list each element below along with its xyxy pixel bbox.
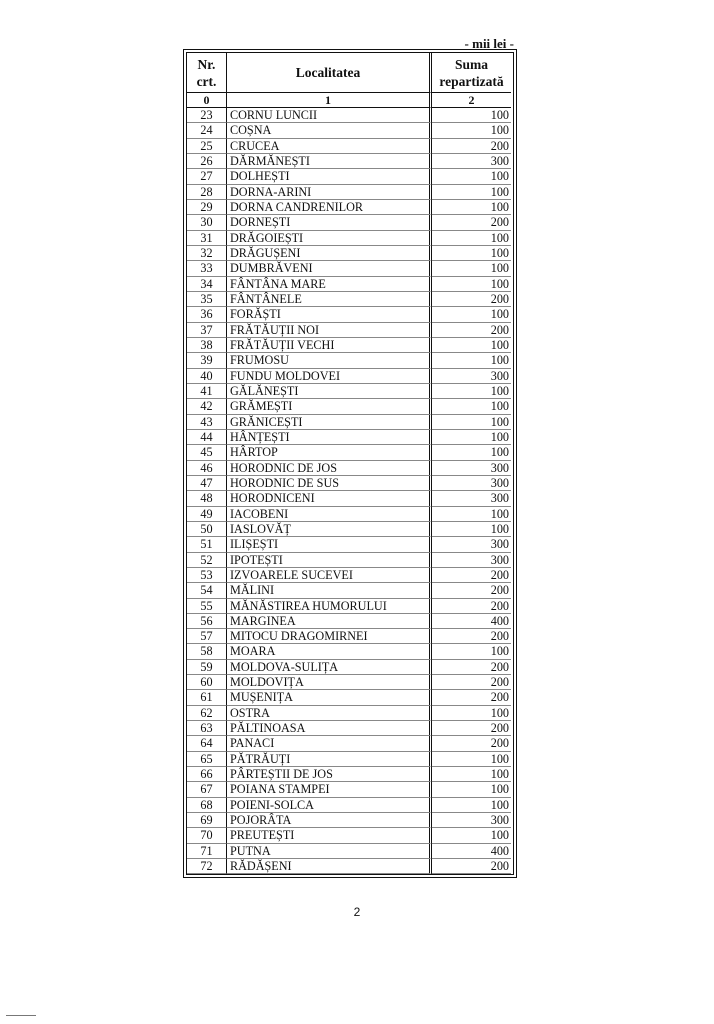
column-number-row [187, 93, 513, 108]
row-amount: 100 [432, 169, 511, 184]
header-nr [187, 53, 227, 93]
header-nr-line2: crt. [196, 73, 217, 89]
row-locality: IASLOVĂȚ [227, 522, 432, 537]
row-number: 44 [187, 430, 227, 445]
row-amount: 300 [432, 491, 511, 506]
row-number: 24 [187, 123, 227, 138]
row-number: 50 [187, 522, 227, 537]
table-header [187, 53, 513, 93]
row-number: 61 [187, 690, 227, 705]
header-localitate-label: Localitatea [295, 65, 361, 80]
row-locality: FRUMOSU [227, 353, 432, 368]
row-amount: 200 [432, 599, 511, 614]
row-amount: 200 [432, 629, 511, 644]
row-amount: 300 [432, 553, 511, 568]
row-number: 28 [187, 185, 227, 200]
row-amount: 100 [432, 338, 511, 353]
row-number: 47 [187, 476, 227, 491]
column-number-2: 2 [432, 93, 511, 108]
row-number: 60 [187, 675, 227, 690]
row-number: 35 [187, 292, 227, 307]
row-amount: 100 [432, 445, 511, 460]
row-number: 39 [187, 353, 227, 368]
row-amount: 200 [432, 292, 511, 307]
row-amount: 400 [432, 614, 511, 629]
table-body [187, 108, 513, 874]
row-amount: 300 [432, 461, 511, 476]
header-suma [432, 53, 511, 93]
row-amount: 100 [432, 752, 511, 767]
row-number: 51 [187, 537, 227, 552]
row-amount: 100 [432, 828, 511, 843]
row-amount: 200 [432, 859, 511, 874]
row-locality: FUNDU MOLDOVEI [227, 369, 432, 384]
row-locality: COȘNA [227, 123, 432, 138]
row-amount: 100 [432, 507, 511, 522]
row-locality: MOARA [227, 644, 432, 659]
row-number: 55 [187, 599, 227, 614]
row-number: 72 [187, 859, 227, 874]
row-locality: IZVOARELE SUCEVEI [227, 568, 432, 583]
row-number: 34 [187, 277, 227, 292]
row-locality: HORODNIC DE JOS [227, 461, 432, 476]
row-locality: MOLDOVA-SULIȚA [227, 660, 432, 675]
row-number: 53 [187, 568, 227, 583]
row-number: 57 [187, 629, 227, 644]
row-locality: RĂDĂȘENI [227, 859, 432, 874]
row-number: 25 [187, 139, 227, 154]
row-number: 48 [187, 491, 227, 506]
row-locality: MĂNĂSTIREA HUMORULUI [227, 599, 432, 614]
row-locality: FÂNTÂNELE [227, 292, 432, 307]
row-locality: DOLHEȘTI [227, 169, 432, 184]
row-number: 40 [187, 369, 227, 384]
row-amount: 100 [432, 706, 511, 721]
footer-line [6, 1015, 36, 1016]
row-amount: 100 [432, 307, 511, 322]
row-amount: 100 [432, 353, 511, 368]
row-locality: DORNEȘTI [227, 215, 432, 230]
row-number: 69 [187, 813, 227, 828]
row-locality: IPOTEȘTI [227, 553, 432, 568]
row-number: 62 [187, 706, 227, 721]
allocation-table [186, 52, 514, 875]
row-locality: POIANA STAMPEI [227, 782, 432, 797]
row-locality: FORĂȘTI [227, 307, 432, 322]
row-locality: DORNA-ARINI [227, 185, 432, 200]
row-number: 27 [187, 169, 227, 184]
row-locality: HÂRTOP [227, 445, 432, 460]
row-locality: CORNU LUNCII [227, 108, 432, 123]
row-locality: GRĂMEȘTI [227, 399, 432, 414]
row-locality: FÂNTÂNA MARE [227, 277, 432, 292]
row-number: 41 [187, 384, 227, 399]
row-amount: 200 [432, 583, 511, 598]
row-number: 65 [187, 752, 227, 767]
row-locality: PREUTEȘTI [227, 828, 432, 843]
row-number: 71 [187, 844, 227, 859]
row-number: 56 [187, 614, 227, 629]
row-locality: HORODNICENI [227, 491, 432, 506]
row-number: 31 [187, 231, 227, 246]
row-number: 29 [187, 200, 227, 215]
row-amount: 200 [432, 215, 511, 230]
row-amount: 300 [432, 369, 511, 384]
row-amount: 300 [432, 154, 511, 169]
row-amount: 100 [432, 108, 511, 123]
header-nr-line1: Nr. [197, 56, 216, 72]
row-number: 70 [187, 828, 227, 843]
row-locality: HÂNȚEȘTI [227, 430, 432, 445]
header-suma-line2: repartizată [439, 73, 504, 89]
row-locality: PUTNA [227, 844, 432, 859]
row-number: 43 [187, 415, 227, 430]
row-locality: PĂLTINOASA [227, 721, 432, 736]
row-locality: MĂLINI [227, 583, 432, 598]
row-locality: DUMBRĂVENI [227, 261, 432, 276]
row-number: 33 [187, 261, 227, 276]
column-number-1: 1 [227, 93, 432, 108]
row-locality: POJORÂTA [227, 813, 432, 828]
row-amount: 100 [432, 246, 511, 261]
row-locality: DORNA CANDRENILOR [227, 200, 432, 215]
row-locality: MITOCU DRAGOMIRNEI [227, 629, 432, 644]
row-amount: 200 [432, 568, 511, 583]
row-amount: 100 [432, 798, 511, 813]
row-locality: DRĂGOIEȘTI [227, 231, 432, 246]
row-amount: 100 [432, 644, 511, 659]
row-locality: HORODNIC DE SUS [227, 476, 432, 491]
row-locality: DRĂGUȘENI [227, 246, 432, 261]
row-locality: CRUCEA [227, 139, 432, 154]
row-amount: 100 [432, 415, 511, 430]
row-number: 54 [187, 583, 227, 598]
row-number: 46 [187, 461, 227, 476]
row-number: 58 [187, 644, 227, 659]
row-amount: 100 [432, 261, 511, 276]
row-number: 37 [187, 323, 227, 338]
row-amount: 100 [432, 200, 511, 215]
row-number: 63 [187, 721, 227, 736]
row-number: 66 [187, 767, 227, 782]
row-number: 38 [187, 338, 227, 353]
row-amount: 400 [432, 844, 511, 859]
row-number: 49 [187, 507, 227, 522]
row-amount: 100 [432, 399, 511, 414]
row-locality: ILIȘEȘTI [227, 537, 432, 552]
row-amount: 100 [432, 185, 511, 200]
header-localitate [227, 53, 432, 93]
row-locality: DĂRMĂNEȘTI [227, 154, 432, 169]
row-locality: PĂTRĂUȚI [227, 752, 432, 767]
row-number: 32 [187, 246, 227, 261]
row-locality: OSTRA [227, 706, 432, 721]
row-amount: 100 [432, 522, 511, 537]
row-locality: FRĂTĂUȚII VECHI [227, 338, 432, 353]
row-number: 64 [187, 736, 227, 751]
row-amount: 100 [432, 123, 511, 138]
row-number: 67 [187, 782, 227, 797]
row-amount: 200 [432, 139, 511, 154]
row-amount: 100 [432, 277, 511, 292]
row-amount: 100 [432, 767, 511, 782]
unit-label: - mii lei - [464, 36, 514, 51]
row-number: 59 [187, 660, 227, 675]
row-locality: PANACI [227, 736, 432, 751]
header-suma-line1: Suma [454, 56, 488, 72]
row-amount: 100 [432, 430, 511, 445]
row-amount: 300 [432, 537, 511, 552]
row-locality: GRĂNICEȘTI [227, 415, 432, 430]
row-amount: 200 [432, 323, 511, 338]
row-number: 68 [187, 798, 227, 813]
row-locality: MUȘENIȚA [227, 690, 432, 705]
row-amount: 200 [432, 660, 511, 675]
row-locality: GĂLĂNEȘTI [227, 384, 432, 399]
row-locality: IACOBENI [227, 507, 432, 522]
page-number: 2 [353, 905, 361, 919]
row-locality: MARGINEA [227, 614, 432, 629]
row-amount: 300 [432, 813, 511, 828]
row-amount: 100 [432, 782, 511, 797]
row-number: 52 [187, 553, 227, 568]
row-amount: 100 [432, 231, 511, 246]
row-locality: FRĂTĂUȚII NOI [227, 323, 432, 338]
column-number-0: 0 [187, 93, 227, 108]
row-number: 42 [187, 399, 227, 414]
row-number: 26 [187, 154, 227, 169]
row-amount: 200 [432, 690, 511, 705]
row-number: 23 [187, 108, 227, 123]
row-amount: 200 [432, 736, 511, 751]
row-amount: 300 [432, 476, 511, 491]
row-number: 36 [187, 307, 227, 322]
row-locality: POIENI-SOLCA [227, 798, 432, 813]
row-locality: MOLDOVIȚA [227, 675, 432, 690]
row-number: 45 [187, 445, 227, 460]
row-locality: PÂRTEȘTII DE JOS [227, 767, 432, 782]
row-number: 30 [187, 215, 227, 230]
row-amount: 200 [432, 675, 511, 690]
row-amount: 100 [432, 384, 511, 399]
row-amount: 200 [432, 721, 511, 736]
